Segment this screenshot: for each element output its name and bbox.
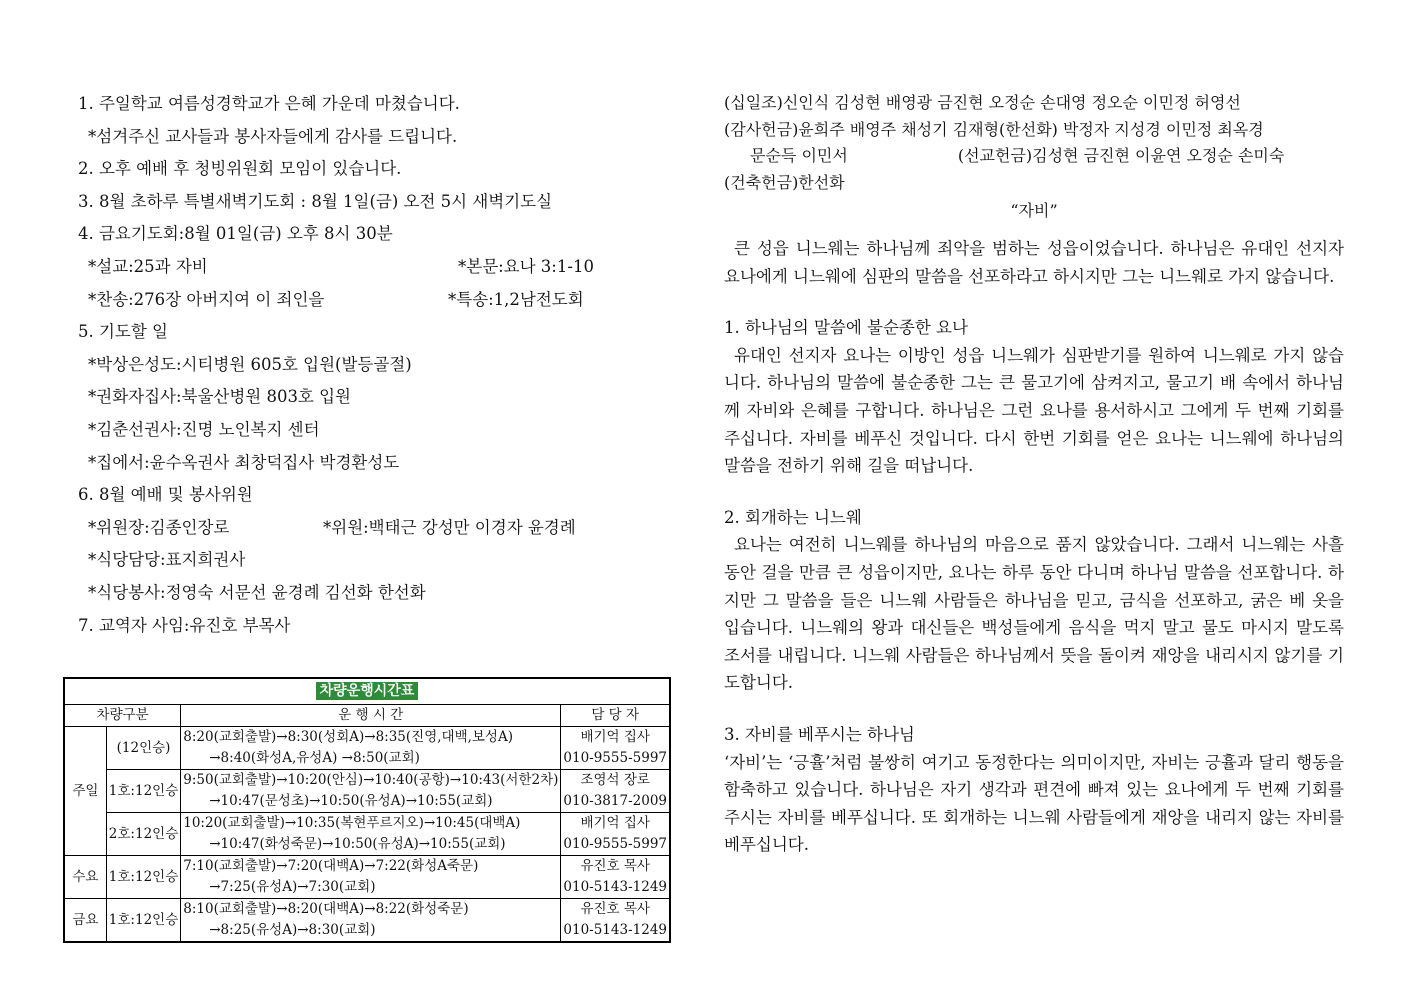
- route-line: 7:10(교회출발)→7:20(대백A)→7:22(화성A죽문): [181, 856, 561, 878]
- announcement-4-hymn: [78, 284, 678, 317]
- table-row: [64, 727, 670, 749]
- prayer-item-2: *권화자집사:북울산병원 803호 입원: [88, 387, 351, 407]
- kitchen-manager: *식당담당:표지희권사: [88, 550, 246, 570]
- announcements: [78, 88, 678, 642]
- phone-cell: 010-3817-2009: [561, 791, 670, 813]
- offering-line3: [724, 143, 1344, 170]
- announcement-2: 2. 오후 예배 후 청빙위원회 모임이 있습니다.: [78, 159, 402, 179]
- announcement-5: 5. 기도할 일: [78, 322, 168, 342]
- day-wednesday: 수요: [64, 856, 106, 899]
- sermon-topic: *설교:25과 자비: [88, 256, 208, 276]
- announcement-7: 7. 교역자 사임:유진호 부목사: [78, 615, 291, 635]
- announcement-1: 1. 주일학교 여름성경학교가 은혜 가운데 마쳤습니다.: [78, 94, 460, 113]
- vehicle-cell: 2호:12인승: [106, 813, 180, 856]
- phone-cell: 010-9555-5997: [561, 834, 670, 856]
- section-body: 유대인 선지자 요나는 이방인 성읍 니느웨가 심판받기를 원하여 니느웨로 가지 않습니다. 하나님의 말씀에 불순종한 그는 큰 물고기에 삼켜지고, 물고기 배 속에서 하나님께 자비와 은혜를 구합니다. 하나님은 그런 요나를 용서하시고 그에게 두 번째 기회를 주십니다. 자비를 베푸신 것입니다. 다시 한번 기회를 얻은 요나는 니느웨에 하나님의 말씀을 전하기 위해 길을 떠납니다.: [724, 345, 1344, 476]
- table-row: [64, 856, 670, 878]
- header-time: 운 행 시 간: [181, 705, 561, 727]
- announcement-4: 4. 금요기도회:8월 01일(금) 오후 8시 30분: [78, 224, 393, 244]
- route-line: 10:20(교회출발)→10:35(복현푸르지오)→10:45(대백A): [181, 813, 561, 835]
- announcement-4-sermon: [78, 251, 678, 284]
- sermon-title: “자비”: [1010, 201, 1058, 220]
- person-cell: 배기억 집사: [561, 727, 670, 749]
- kitchen-volunteers: *식당봉사:정영숙 서문선 윤경례 김선화 한선화: [88, 582, 426, 602]
- route-line: 8:20(교회출발)→8:30(성회A)→8:35(진영,대백,보성A): [181, 727, 561, 749]
- committee-chair: *위원장:김종인장로: [88, 517, 230, 537]
- prayer-item-1: *박상은성도:시티병원 605호 입원(발등골절): [88, 354, 412, 374]
- route-line: 9:50(교회출발)→10:20(안심)→10:40(공항)→10:43(서한2차): [181, 770, 561, 792]
- committee-members: *위원:백태근 강성만 이경자 윤경례: [323, 517, 576, 537]
- route-line: →7:25(유성A)→7:30(교회): [181, 877, 561, 899]
- schedule-title: 차량운행시간표: [316, 682, 419, 700]
- vehicle-cell: 1호:12인승: [106, 899, 180, 943]
- route-line: →10:47(화성죽문)→10:50(유성A)→10:55(교회): [181, 834, 561, 856]
- person-cell: 유진호 목사: [561, 856, 670, 878]
- section-heading: 3. 자비를 베푸시는 하나님: [724, 724, 915, 744]
- person-cell: 조영석 장로: [561, 770, 670, 792]
- section-heading: 2. 회개하는 니느웨: [724, 507, 862, 527]
- right-column: [724, 90, 1344, 859]
- announcement-1-note: *섬겨주신 교사들과 봉사자들에게 감사를 드립니다.: [88, 126, 458, 146]
- vehicle-cell: 1호:12인승: [106, 770, 180, 813]
- prayer-item-3: *김춘선권사:진명 노인복지 센터: [88, 419, 320, 439]
- vehicle-schedule-table: [63, 677, 671, 943]
- hymn: *찬송:276장 아버지여 이 죄인을: [88, 289, 325, 309]
- offering-tithe: (십일조)신인식 김성현 배영광 금진현 오정순 손대영 정오순 이민정 허영선: [724, 93, 1241, 112]
- section-body: 요나는 여전히 니느웨를 하나님의 마음으로 품지 않았습니다. 그래서 니느웨는 사흘 동안 걸을 만큼 큰 성읍이지만, 요나는 하루 동안 다니며 하나님 말씀을 선포합니다. 하지만 그 말씀을 들은 니느웨 사람들은 하나님을 믿고, 금식을 선포하고, 굵은 베 옷을 입습니다. 니느웨의 왕과 대신들은 백성들에게 음식을 먹지 말고 물도 마시지 말도록 조서를 내립니다. 니느웨 사람들은 하나님께서 뜻을 돌이켜 재앙을 내리시지 않기를 기도합니다.: [724, 535, 1344, 693]
- header-person: 담 당 자: [561, 705, 670, 727]
- phone-cell: 010-9555-5997: [561, 748, 670, 770]
- announcement-3: 3. 8월 초하루 특별새벽기도회 : 8월 1일(금) 오전 5시 새벽기도실: [78, 191, 553, 211]
- route-line: 8:10(교회출발)→8:20(대백A)→8:22(화성죽문): [181, 899, 561, 921]
- route-line: →10:47(문성초)→10:50(유성A)→10:55(교회): [181, 791, 561, 813]
- sermon-intro: 큰 성읍 니느웨는 하나님께 죄악을 범하는 성읍이었습니다. 하나님은 유대인 선지자 요나에게 니느웨에 심판의 말씀을 선포하라고 하시지만 그는 니느웨로 가지 않습니다.: [724, 239, 1344, 286]
- table-row: [64, 770, 670, 792]
- prayer-item-4: *집에서:윤수옥권사 최창덕집사 박경환성도: [88, 452, 400, 472]
- sermon-section-2: [724, 504, 1344, 697]
- header-vehicle: 차량구분: [64, 705, 181, 727]
- table-row: [64, 813, 670, 835]
- day-sunday: 주일: [64, 727, 106, 856]
- day-friday: 금요: [64, 899, 106, 943]
- schedule-title-cell: [64, 678, 670, 705]
- phone-cell: 010-5143-1249: [561, 877, 670, 899]
- offering-mission: (선교헌금)김성현 금진현 이윤연 오정순 손미숙: [957, 146, 1285, 165]
- offering-building: (건축헌금)한선화: [724, 172, 845, 192]
- vehicle-cell: (12인승): [106, 727, 180, 770]
- person-cell: 유진호 목사: [561, 899, 670, 921]
- section-body: ‘자비’는 ‘긍휼’처럼 불쌍히 여기고 동정한다는 의미이지만, 자비는 긍휼과 달리 행동을 함축하고 있습니다. 하나님은 자기 생각과 편견에 빠져 있는 요나에게 두 번째 기회를 주시는 자비를 베푸십니다. 또 회개하는 니느웨 사람들에게 재앙을 내리지 않는 자비를 베푸십니다.: [724, 752, 1344, 855]
- table-row: [64, 899, 670, 921]
- announcement-6: 6. 8월 예배 및 봉사위원: [78, 485, 253, 505]
- person-cell: 배기억 집사: [561, 813, 670, 835]
- route-line: →8:25(유성A)→8:30(교회): [181, 920, 561, 942]
- sermon-section-3: [724, 721, 1344, 859]
- offering-thanks-cont: 문순득 이민서: [750, 146, 848, 165]
- section-heading: 1. 하나님의 말씀에 불순종한 요나: [724, 318, 968, 338]
- special-song: *특송:1,2남전도회: [448, 289, 584, 309]
- vehicle-cell: 1호:12인승: [106, 856, 180, 899]
- committee: [78, 512, 678, 545]
- phone-cell: 010-5143-1249: [561, 920, 670, 942]
- offering-thanks: (감사헌금)윤희주 배영주 채성기 김재형(한선화) 박정자 지성경 이민정 최옥경: [724, 119, 1264, 139]
- schedule-header-row: [64, 705, 670, 727]
- sermon-scripture: *본문:요나 3:1-10: [458, 256, 594, 276]
- sermon-section-1: [724, 314, 1344, 480]
- route-line: →8:40(화성A,유성A) →8:50(교회): [181, 748, 561, 770]
